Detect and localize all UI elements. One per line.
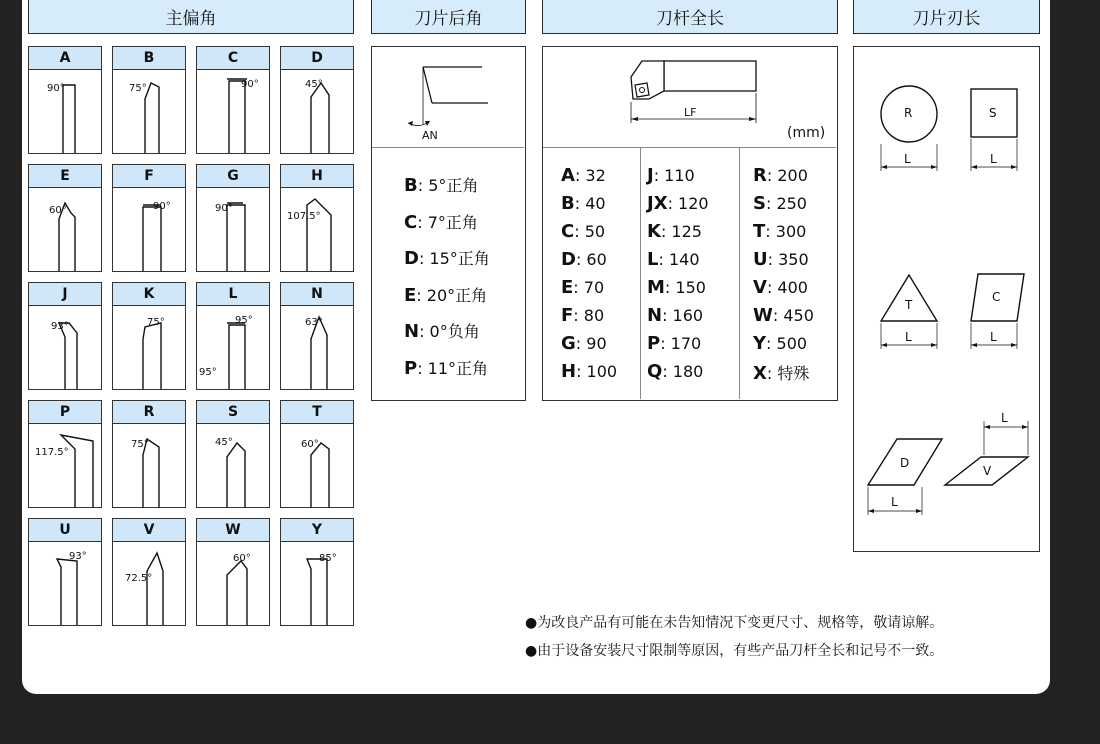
shank-code: S [753, 193, 766, 214]
shank-value: : 450 [772, 306, 814, 325]
cell-angle: 60° [49, 205, 67, 216]
shank-value: : 120 [667, 194, 709, 213]
cell-letter: U [29, 519, 101, 542]
clearance-text: : 11°正角 [417, 358, 489, 378]
shank-length-item [647, 221, 702, 242]
shank-code: X [753, 363, 767, 384]
insert-d-length-label: L [891, 495, 898, 509]
cell-letter: P [29, 401, 101, 424]
shank-length-item [647, 305, 703, 326]
tool-outline [29, 423, 100, 507]
header-shank-length-text: 刀杆全长 [656, 9, 724, 29]
tool-outline [29, 541, 100, 625]
shank-code: B [561, 193, 575, 214]
shank-length-item [647, 165, 695, 186]
shank-length-item [647, 361, 703, 382]
cell-letter: L [197, 283, 269, 306]
tool-outline [281, 187, 352, 271]
insert-c-label: C [992, 290, 1001, 304]
cell-letter: N [281, 283, 353, 306]
divider [543, 147, 836, 148]
cell-angle: 90° [241, 79, 259, 90]
shank-length-item [753, 221, 806, 242]
main-angle-cell-j [28, 282, 102, 390]
shank-value: : 250 [765, 194, 807, 213]
shank-code: F [561, 305, 574, 326]
cell-letter: H [281, 165, 353, 188]
shank-value: : 300 [765, 222, 807, 241]
header-clearance-angle-text: 刀片后角 [414, 9, 483, 29]
header-main-angle [28, 0, 354, 34]
shank-code: H [561, 361, 577, 382]
shank-length-item [561, 277, 604, 298]
insert-d-label: D [900, 456, 910, 470]
main-angle-cell-f [112, 164, 186, 272]
insert-r-label: R [904, 106, 913, 120]
clearance-text: : 0°负角 [419, 322, 480, 341]
cell-letter: K [113, 283, 185, 306]
shank-length-item [753, 277, 808, 298]
shank-code: J [647, 165, 654, 186]
shank-length-item [561, 361, 617, 382]
shank-value: : 500 [766, 334, 808, 353]
main-angle-cell-k [112, 282, 186, 390]
clearance-item [404, 356, 488, 379]
clearance-text: : 5°正角 [417, 176, 479, 195]
divider [640, 147, 641, 399]
main-angle-cell-c [196, 46, 270, 154]
main-angle-cell-w [196, 518, 270, 626]
clearance-code: P [404, 357, 418, 379]
cell-angle: 107.5° [287, 211, 321, 222]
shank-code: W [753, 305, 773, 326]
clearance-item [404, 246, 490, 269]
tool-outline [113, 187, 184, 271]
cell-angle: 75° [147, 317, 165, 328]
shank-value: : 140 [658, 250, 700, 269]
insert-length-box [853, 46, 1040, 552]
clearance-item [404, 283, 487, 306]
clearance-diagram [372, 47, 524, 147]
tool-outline [113, 69, 184, 153]
main-angle-cell-p [28, 400, 102, 508]
cell-angle: 45° [215, 437, 233, 448]
cell-angle: 75° [131, 439, 149, 450]
shank-length-item [647, 277, 706, 298]
main-angle-cell-b [112, 46, 186, 154]
header-cutting-edge-length [853, 0, 1040, 34]
shank-value: : 125 [660, 222, 702, 241]
clearance-code: D [404, 248, 419, 269]
cell-angle: 90° [215, 203, 233, 214]
tool-outline [197, 423, 268, 507]
clearance-code: N [404, 321, 420, 342]
cell-angle: 90° [47, 83, 65, 94]
cell-letter: W [197, 519, 269, 542]
shank-length-item [561, 221, 605, 242]
shank-code: L [647, 249, 659, 270]
shank-code: N [647, 305, 663, 326]
shank-length-item [561, 165, 606, 186]
cell-letter: J [29, 283, 101, 306]
main-angle-cell-y [280, 518, 354, 626]
shank-value: : 200 [766, 166, 808, 185]
header-clearance-angle [371, 0, 526, 34]
shank-diagram-label: LF [684, 106, 697, 119]
shank-length-item [561, 333, 607, 354]
header-shank-length [542, 0, 838, 34]
cell-letter: E [29, 165, 101, 188]
clearance-angle-box [371, 46, 526, 401]
shank-value: : 400 [766, 278, 808, 297]
cell-angle: 72.5° [125, 573, 153, 584]
cell-angle: 75° [129, 83, 147, 94]
cell-letter: C [197, 47, 269, 70]
tool-outline [281, 541, 352, 625]
cell-letter: G [197, 165, 269, 188]
shank-code: A [561, 165, 575, 186]
main-angle-cell-l [196, 282, 270, 390]
shank-length-item [647, 333, 701, 354]
shank-value: : 70 [573, 278, 605, 297]
shank-code: JX [647, 193, 668, 214]
cell-angle: 45° [305, 79, 323, 90]
cell-angle: 63° [305, 317, 323, 328]
shank-length-item [753, 165, 808, 186]
shank-length-item [753, 249, 809, 270]
clearance-text: : 7°正角 [417, 212, 478, 232]
shank-value: : 90 [575, 334, 607, 353]
clearance-diagram-label: AN [422, 129, 438, 142]
shank-code: G [561, 333, 576, 354]
shank-code: P [647, 333, 661, 354]
tool-outline [29, 305, 100, 389]
divider [739, 147, 740, 399]
shank-length-item [753, 333, 807, 354]
shank-unit: (mm) [787, 125, 826, 141]
cell-letter: Y [281, 519, 353, 542]
shank-code: U [753, 249, 768, 270]
tool-outline [29, 69, 100, 153]
main-angle-cell-t [280, 400, 354, 508]
shank-value: : 80 [573, 306, 605, 325]
shank-length-item [647, 193, 709, 214]
main-angle-cell-s [196, 400, 270, 508]
tool-outline [197, 187, 268, 271]
clearance-item [404, 319, 480, 342]
main-angle-cell-v [112, 518, 186, 626]
cell-letter: F [113, 165, 185, 188]
cell-letter: S [197, 401, 269, 424]
clearance-code: E [404, 284, 417, 306]
shank-code: R [753, 165, 767, 186]
header-cutting-edge-length-text: 刀片刃长 [912, 9, 981, 29]
shank-length-item [753, 193, 807, 214]
cell-letter: A [29, 47, 101, 70]
shank-value: : 160 [662, 306, 704, 325]
shank-length-item [753, 361, 809, 384]
shank-code: K [647, 221, 661, 242]
shank-value: : 50 [574, 222, 606, 241]
cell-angle-secondary: 95° [199, 367, 217, 378]
note-1: ●为改良产品有可能在未告知情况下变更尺寸、规格等，敬请谅解。 [525, 615, 944, 631]
cell-angle: 93° [69, 551, 87, 562]
cell-angle: 95° [235, 315, 253, 326]
main-angle-cell-d [280, 46, 354, 154]
insert-r-length-label: L [904, 152, 911, 166]
clearance-code: C [404, 211, 418, 233]
shank-length-item [753, 305, 814, 326]
shank-code: Q [647, 361, 663, 382]
shank-value: : 特殊 [766, 364, 810, 383]
shank-code: Y [753, 333, 767, 354]
shank-value: : 40 [574, 194, 606, 213]
cell-angle: 60° [301, 439, 319, 450]
main-angle-cell-a [28, 46, 102, 154]
header-main-angle-text: 主偏角 [165, 9, 217, 29]
shank-code: E [561, 277, 574, 298]
cell-angle: 93° [51, 321, 69, 332]
insert-t-length-label: L [905, 330, 912, 344]
main-angle-cell-e [28, 164, 102, 272]
cell-angle: 60° [233, 553, 251, 564]
shank-value: : 110 [653, 166, 695, 185]
main-angle-cell-n [280, 282, 354, 390]
shank-length-box [542, 46, 838, 401]
cell-letter: B [113, 47, 185, 70]
shank-code: C [561, 221, 575, 242]
shank-value: : 100 [576, 362, 618, 381]
shank-code: T [753, 221, 766, 242]
shank-length-item [561, 305, 604, 326]
shank-length-item [561, 193, 606, 214]
main-angle-cell-g [196, 164, 270, 272]
insert-c-length-label: L [990, 330, 997, 344]
insert-s-length-label: L [990, 152, 997, 166]
insert-v-length-label: L [1001, 411, 1008, 425]
insert-shapes [854, 47, 1038, 547]
shank-value: : 350 [767, 250, 809, 269]
shank-code: M [647, 277, 665, 298]
divider [372, 147, 524, 148]
insert-v-label: V [983, 464, 992, 478]
shank-value: : 32 [574, 166, 606, 185]
cell-angle: 90° [153, 201, 171, 212]
cell-letter: D [281, 47, 353, 70]
tool-outline [29, 187, 100, 271]
shank-value: : 60 [575, 250, 607, 269]
shank-code: D [561, 249, 576, 270]
shank-value: : 150 [664, 278, 706, 297]
cell-angle: 117.5° [35, 447, 69, 458]
clearance-text: : 20°正角 [416, 285, 488, 305]
clearance-item [404, 210, 478, 233]
cell-letter: T [281, 401, 353, 424]
shank-value: : 170 [660, 334, 702, 353]
cell-angle: 85° [319, 553, 337, 564]
note-2: ●由于设备安装尺寸限制等原因，有些产品刀杆全长和记号不一致。 [525, 643, 944, 659]
main-angle-cell-u [28, 518, 102, 626]
insert-t-label: T [905, 298, 913, 312]
cell-letter: R [113, 401, 185, 424]
shank-code: V [753, 277, 767, 298]
clearance-code: B [404, 175, 418, 196]
tool-outline [281, 423, 352, 507]
shank-length-item [647, 249, 700, 270]
main-angle-cell-r [112, 400, 186, 508]
tool-outline [113, 423, 184, 507]
insert-s-label: S [989, 106, 997, 120]
shank-length-item [561, 249, 607, 270]
shank-value: : 180 [662, 362, 704, 381]
clearance-text: : 15°正角 [418, 249, 490, 268]
clearance-item [404, 173, 478, 196]
main-angle-cell-h [280, 164, 354, 272]
cell-letter: V [113, 519, 185, 542]
